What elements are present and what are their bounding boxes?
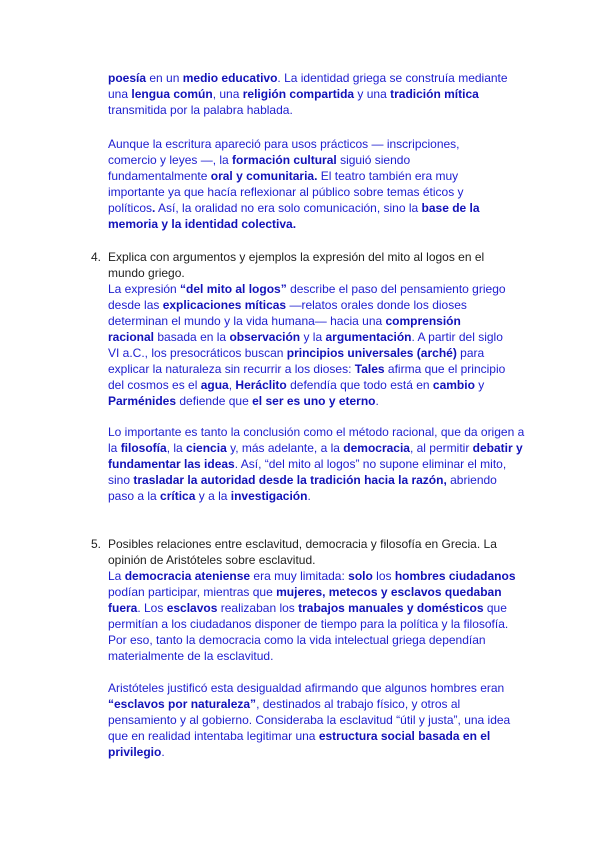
question-4-text: Explica con argumentos y ejemplos la expresión del mito al logos en el mundo griego. <box>108 250 485 280</box>
paragraph-cultural-formation: Aunque la escritura apareció para usos prácticos — inscripciones, comercio y leyes —, la formación cultural siguió siendo fundamentalmente oral y comunitaria. El teatro también era muy importante ya que hacía reflexionar al público sobre temas éticos y políticos. Así, la oralidad no era solo comunicación, sino la base de la memoria y la identidad colectiva. <box>108 137 480 231</box>
question-number-5: 5. <box>91 537 102 551</box>
question-number-4: 4. <box>91 250 102 264</box>
answer-5-paragraph-2: Aristóteles justificó esta desigualdad afirmando que algunos hombres eran “esclavos por naturaleza”, destinados al trabajo físico, y otros al pensamiento y al gobierno. Consideraba la esclavitud “útil y justa”, una idea que en realidad intentaba legitimar una estructura social basada en el privilegio. <box>108 681 511 759</box>
answer-4-paragraph-1: La expresión “del mito al logos” describe el paso del pensamiento griego desde las explicaciones míticas —relatos orales donde los dioses determinan el mundo y la vida humana— hacia una comprensión racional basada en la observación y la argumentación. A partir del siglo VI a.C., los presocráticos buscan principios universales (arché) para explicar la naturaleza sin recurrir a los dioses: Tales afirma que el principio del cosmos es el agua, Heráclito defendía que todo está en cambio y Parménides defiende que el ser es uno y eterno. <box>108 282 506 408</box>
paragraph-oral-education: poesía en un medio educativo. La identidad griega se construía mediante una lengua común, una religión compartida y una tradición mítica transmitida por la palabra hablada. <box>108 71 508 117</box>
answer-4-paragraph-2: Lo importante es tanto la conclusión como el método racional, que da origen a la filosofía, la ciencia y, más adelante, a la democracia, al permitir debatir y fundamentar las ideas. Así, “del mito al logos” no supone eliminar el mito, sino trasladar la autoridad desde la tradición hacia la razón, abriendo paso a la crítica y a la investigación. <box>108 425 525 503</box>
answer-5-paragraph-1: La democracia ateniense era muy limitada: solo los hombres ciudadanos podían participar, mientras que mujeres, metecos y esclavos quedaban fuera. Los esclavos realizaban los trabajos manuales y domésticos que permitían a los ciudadanos disponer de tiempo para la política y la filosofía. Por eso, tanto la democracia como la vida intelectual griega dependían materialmente de la esclavitud. <box>108 569 516 663</box>
question-5-text: Posibles relaciones entre esclavitud, democracia y filosofía en Grecia. La opinión de Aristóteles sobre esclavitud. <box>108 537 497 567</box>
